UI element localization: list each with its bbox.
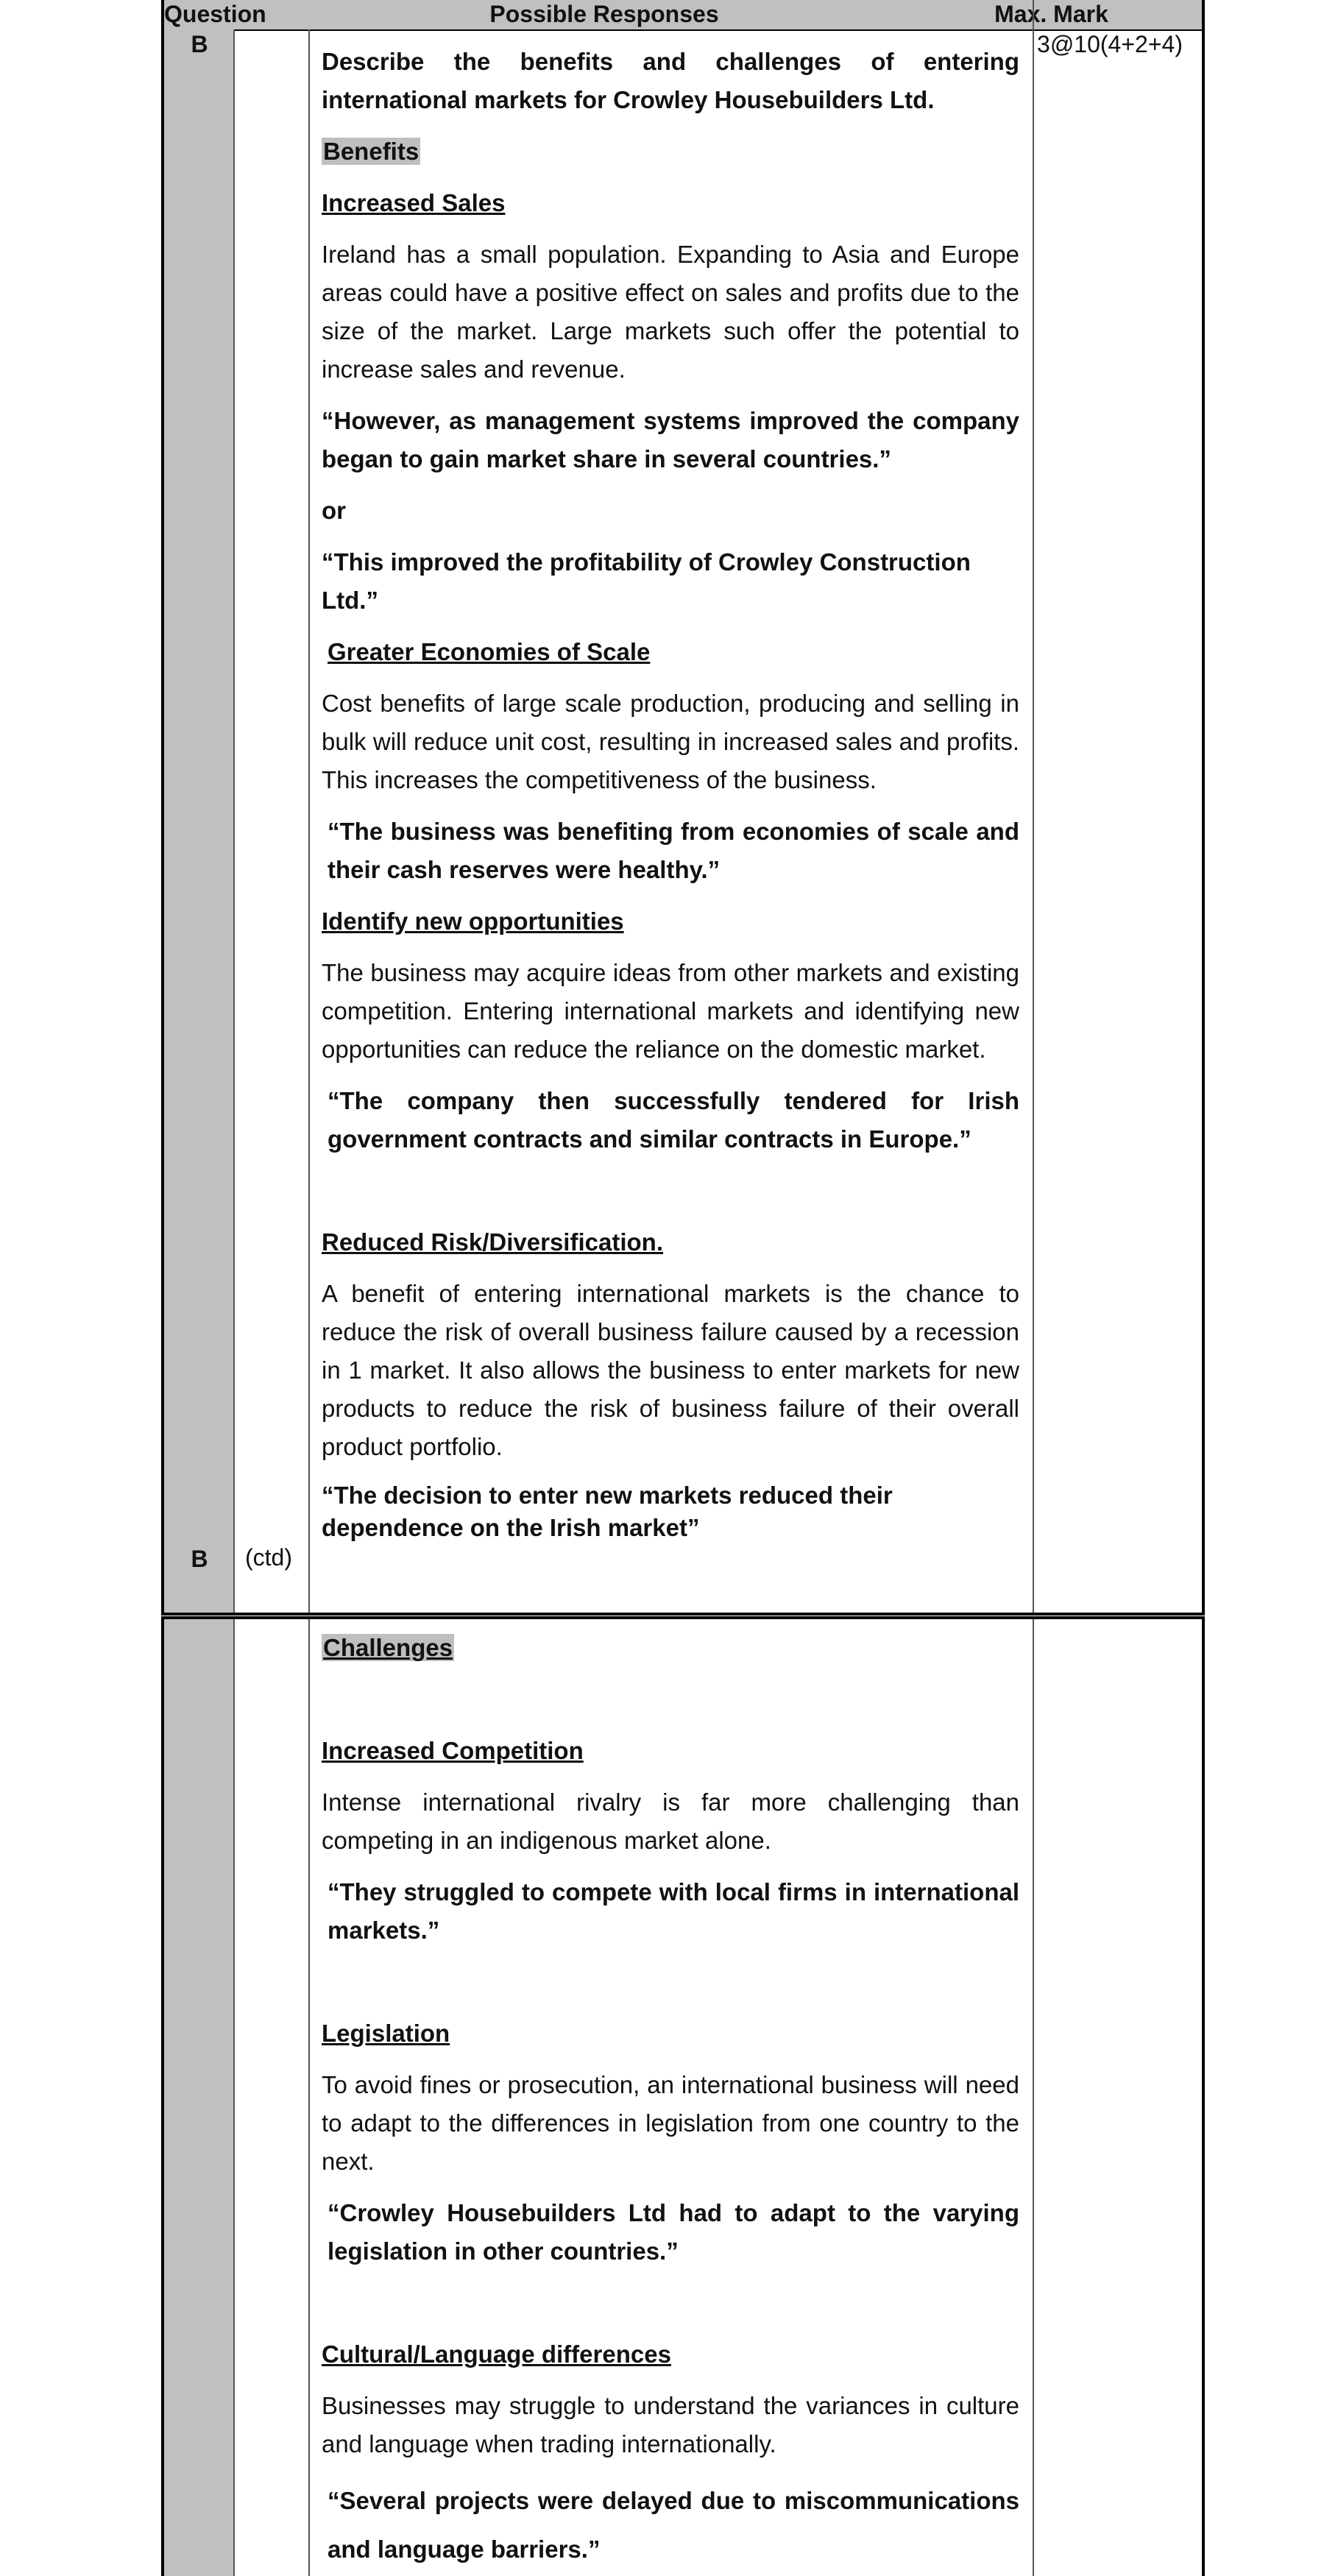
question-label: B	[191, 31, 208, 57]
reduced-risk-body: A benefit of entering international markets is the chance to reduce the risk of overall business failure caused by a recession in 1 market. It also allows the business to enter markets for new products to reduce the risk of business failure of their overall product portfolio.	[322, 1280, 1019, 1460]
continued-label: (ctd)	[245, 1544, 292, 1571]
cultural-heading: Cultural/Language differences	[322, 2340, 671, 2368]
competition-body: Intense international rivalry is far more challenging than competing in an indigenous market alone.	[322, 1788, 1019, 1854]
economies-of-scale-body: Cost benefits of large scale production, producing and selling in bulk will reduce unit cost, resulting in increased sales and profits. This increases the competitiveness of the business.	[322, 690, 1019, 793]
column-divider	[308, 29, 310, 1613]
legislation-body: To avoid fines or prosecution, an international business will need to adapt to the differences in legislation from one country to the next.	[322, 2071, 1019, 2175]
column-divider	[1033, 0, 1034, 1613]
increased-sales-alt-quote: “This improved the profitability of Crowley Construction Ltd.”	[322, 548, 971, 614]
header-max-mark: Max. Mark	[994, 1, 1108, 27]
question-column	[164, 1619, 235, 2576]
reduced-risk-quote: “The decision to enter new markets reduced their dependence on the Irish market”	[322, 1482, 893, 1541]
reduced-risk-heading: Reduced Risk/Diversification.	[322, 1228, 663, 1256]
header-responses: Possible Responses	[489, 1, 719, 27]
cultural-body: Businesses may struggle to understand the variances in culture and language when trading internationally.	[322, 2392, 1019, 2458]
challenges-heading: Challenges	[323, 1634, 453, 1661]
increased-sales-quote: “However, as management systems improved the company began to gain market share in several countries.”	[322, 407, 1019, 473]
header-question: Question	[164, 1, 266, 27]
new-opportunities-heading: Identify new opportunities	[322, 907, 624, 935]
legislation-heading: Legislation	[322, 2020, 450, 2047]
max-mark-value: 3@10(4+2+4)	[1037, 31, 1183, 57]
column-divider	[308, 1619, 310, 2576]
question-column	[164, 29, 235, 1613]
legislation-quote: “Crowley Housebuilders Ltd had to adapt to the varying legislation in other countries.”	[328, 2199, 1019, 2265]
benefits-heading: Benefits	[323, 138, 420, 165]
competition-quote: “They struggled to compete with local firms in international markets.”	[328, 1878, 1019, 1944]
economies-of-scale-quote: “The business was benefiting from economies of scale and their cash reserves were healthy.”	[328, 818, 1019, 883]
table-header	[164, 0, 1202, 31]
question-prompt: Describe the benefits and challenges of entering international markets for Crowley Housebuilders Ltd.	[322, 48, 1019, 113]
question-label-continued: B	[191, 1546, 208, 1572]
or-label: or	[322, 497, 346, 524]
benefits-response	[322, 43, 1019, 1544]
competition-heading: Increased Competition	[322, 1737, 584, 1764]
increased-sales-body: Ireland has a small population. Expanding to Asia and Europe areas could have a positive effect on sales and profits due to the size of the market. Large markets such offer the potential to increase sales and revenue.	[322, 241, 1019, 383]
increased-sales-heading: Increased Sales	[322, 189, 506, 216]
column-divider	[1033, 1619, 1034, 2576]
cultural-quote: “Several projects were delayed due to miscommunications and language barriers.”	[328, 2487, 1019, 2563]
challenges-response	[322, 1629, 1019, 2574]
new-opportunities-body: The business may acquire ideas from other markets and existing competition. Entering international markets and identifying new opportunities can reduce the reliance on the domestic market.	[322, 959, 1019, 1063]
economies-of-scale-heading: Greater Economies of Scale	[328, 638, 651, 665]
new-opportunities-quote: “The company then successfully tendered for Irish government contracts and similar contracts in Europe.”	[328, 1087, 1019, 1153]
